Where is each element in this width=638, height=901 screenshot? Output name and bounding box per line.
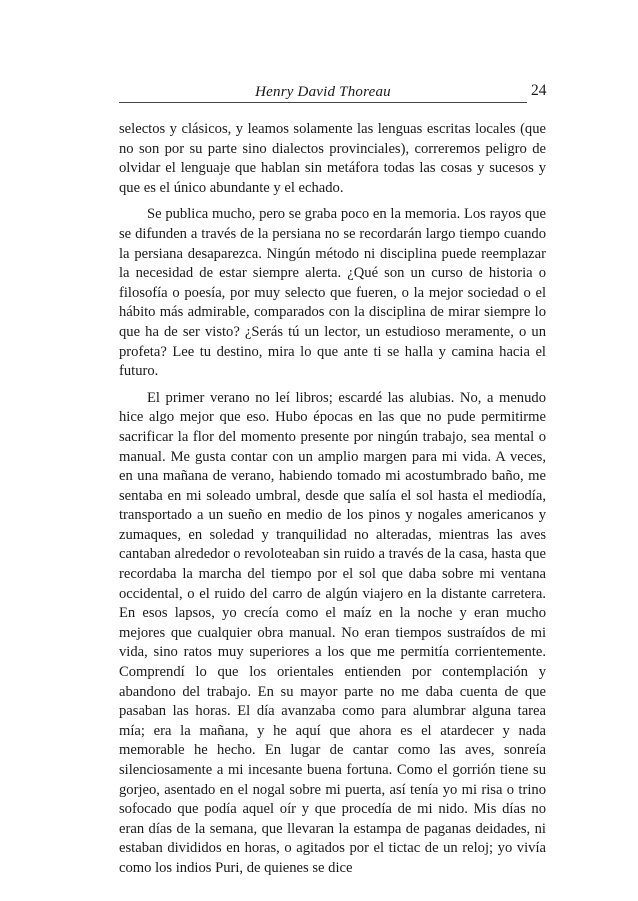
page-body (119, 120, 546, 886)
paragraph: selectos y clásicos, y leamos solamente las lenguas escritas locales (que no son por su parte sino dialectos provinciales), correremos peligro de olvidar el lenguaje que hablan sin metáfora todas las cosas y sucesos y que es el único abundante y el echado. (119, 121, 546, 196)
paragraph: El primer verano no leí libros; escardé las alubias. No, a menudo hice algo mejor que eso. Hubo épocas en las que no pude permitirme sacrificar la flor del momento presente por ningún trabajo, sea mental o manual. Me gusta contar con un amplio margen para mi vida. A veces, en una mañana de verano, habiendo tomado mi acostumbrado baño, me sentaba en mi soleado umbral, desde que salía el sol hasta el mediodía, transportado a un sueño en medio de los pinos y nogales americanos y zumaques, en soledad y tranquilidad no alteradas, mientras las aves cantaban alrededor o revoloteaban sin ruido a través de la casa, hasta que recordaba la marcha del tiempo por el sol que daba sobre mi ventana occidental, o el ruido del carro de algún viajero en la distante carretera. En esos lapsos, yo crecía como el maíz en la noche y eran mucho mejores que cualquier obra manual. No eran tiempos sustraídos de mi vida, sino ratos muy superiores a los que me permitía corrientemente. Comprendí lo que los orientales entienden por contemplación y abandono del trabajo. En su mayor parte no me daba cuenta de que pasaban las horas. El día avanzaba como para alumbrar alguna tarea mía; era la mañana, y he aquí que ahora es el atardecer y nada memorable he hecho. En lugar de cantar como las aves, sonreía silenciosamente a mi incesante buena fortuna. Como el gorrión tiene su gorjeo, asentado en el nogal sobre mi puerta, así tenía yo mi risa o trino sofocado que podía aquel oír y que procedía de mi nido. Mis días no eran días de la semana, que llevaran la estampa de paganas deidades, ni estaban divididos en horas, o agitados por el tictac de un reloj; yo vivía como los indios Puri, de quienes se dice (119, 389, 546, 876)
running-header (119, 80, 527, 103)
header-author-title: Henry David Thoreau (255, 84, 391, 100)
page-number: 24 (531, 82, 547, 99)
paragraph: Se publica mucho, pero se graba poco en la memoria. Los rayos que se difunden a través de la persiana no se recordarán largo tiempo cuando la persiana desaparezca. Ningún método ni disciplina puede reemplazar la necesidad de estar siempre alerta. ¿Qué son un curso de historia o filosofía o poesía, por muy selecto que fueren, o la mejor sociedad o el hábito más admirable, comparados con la disciplina de mirar siempre lo que ha de ser visto? ¿Serás tú un lector, un estudioso meramente, o un profeta? Lee tu destino, mira lo que ante ti se halla y camina hacia el futuro. (119, 206, 546, 380)
